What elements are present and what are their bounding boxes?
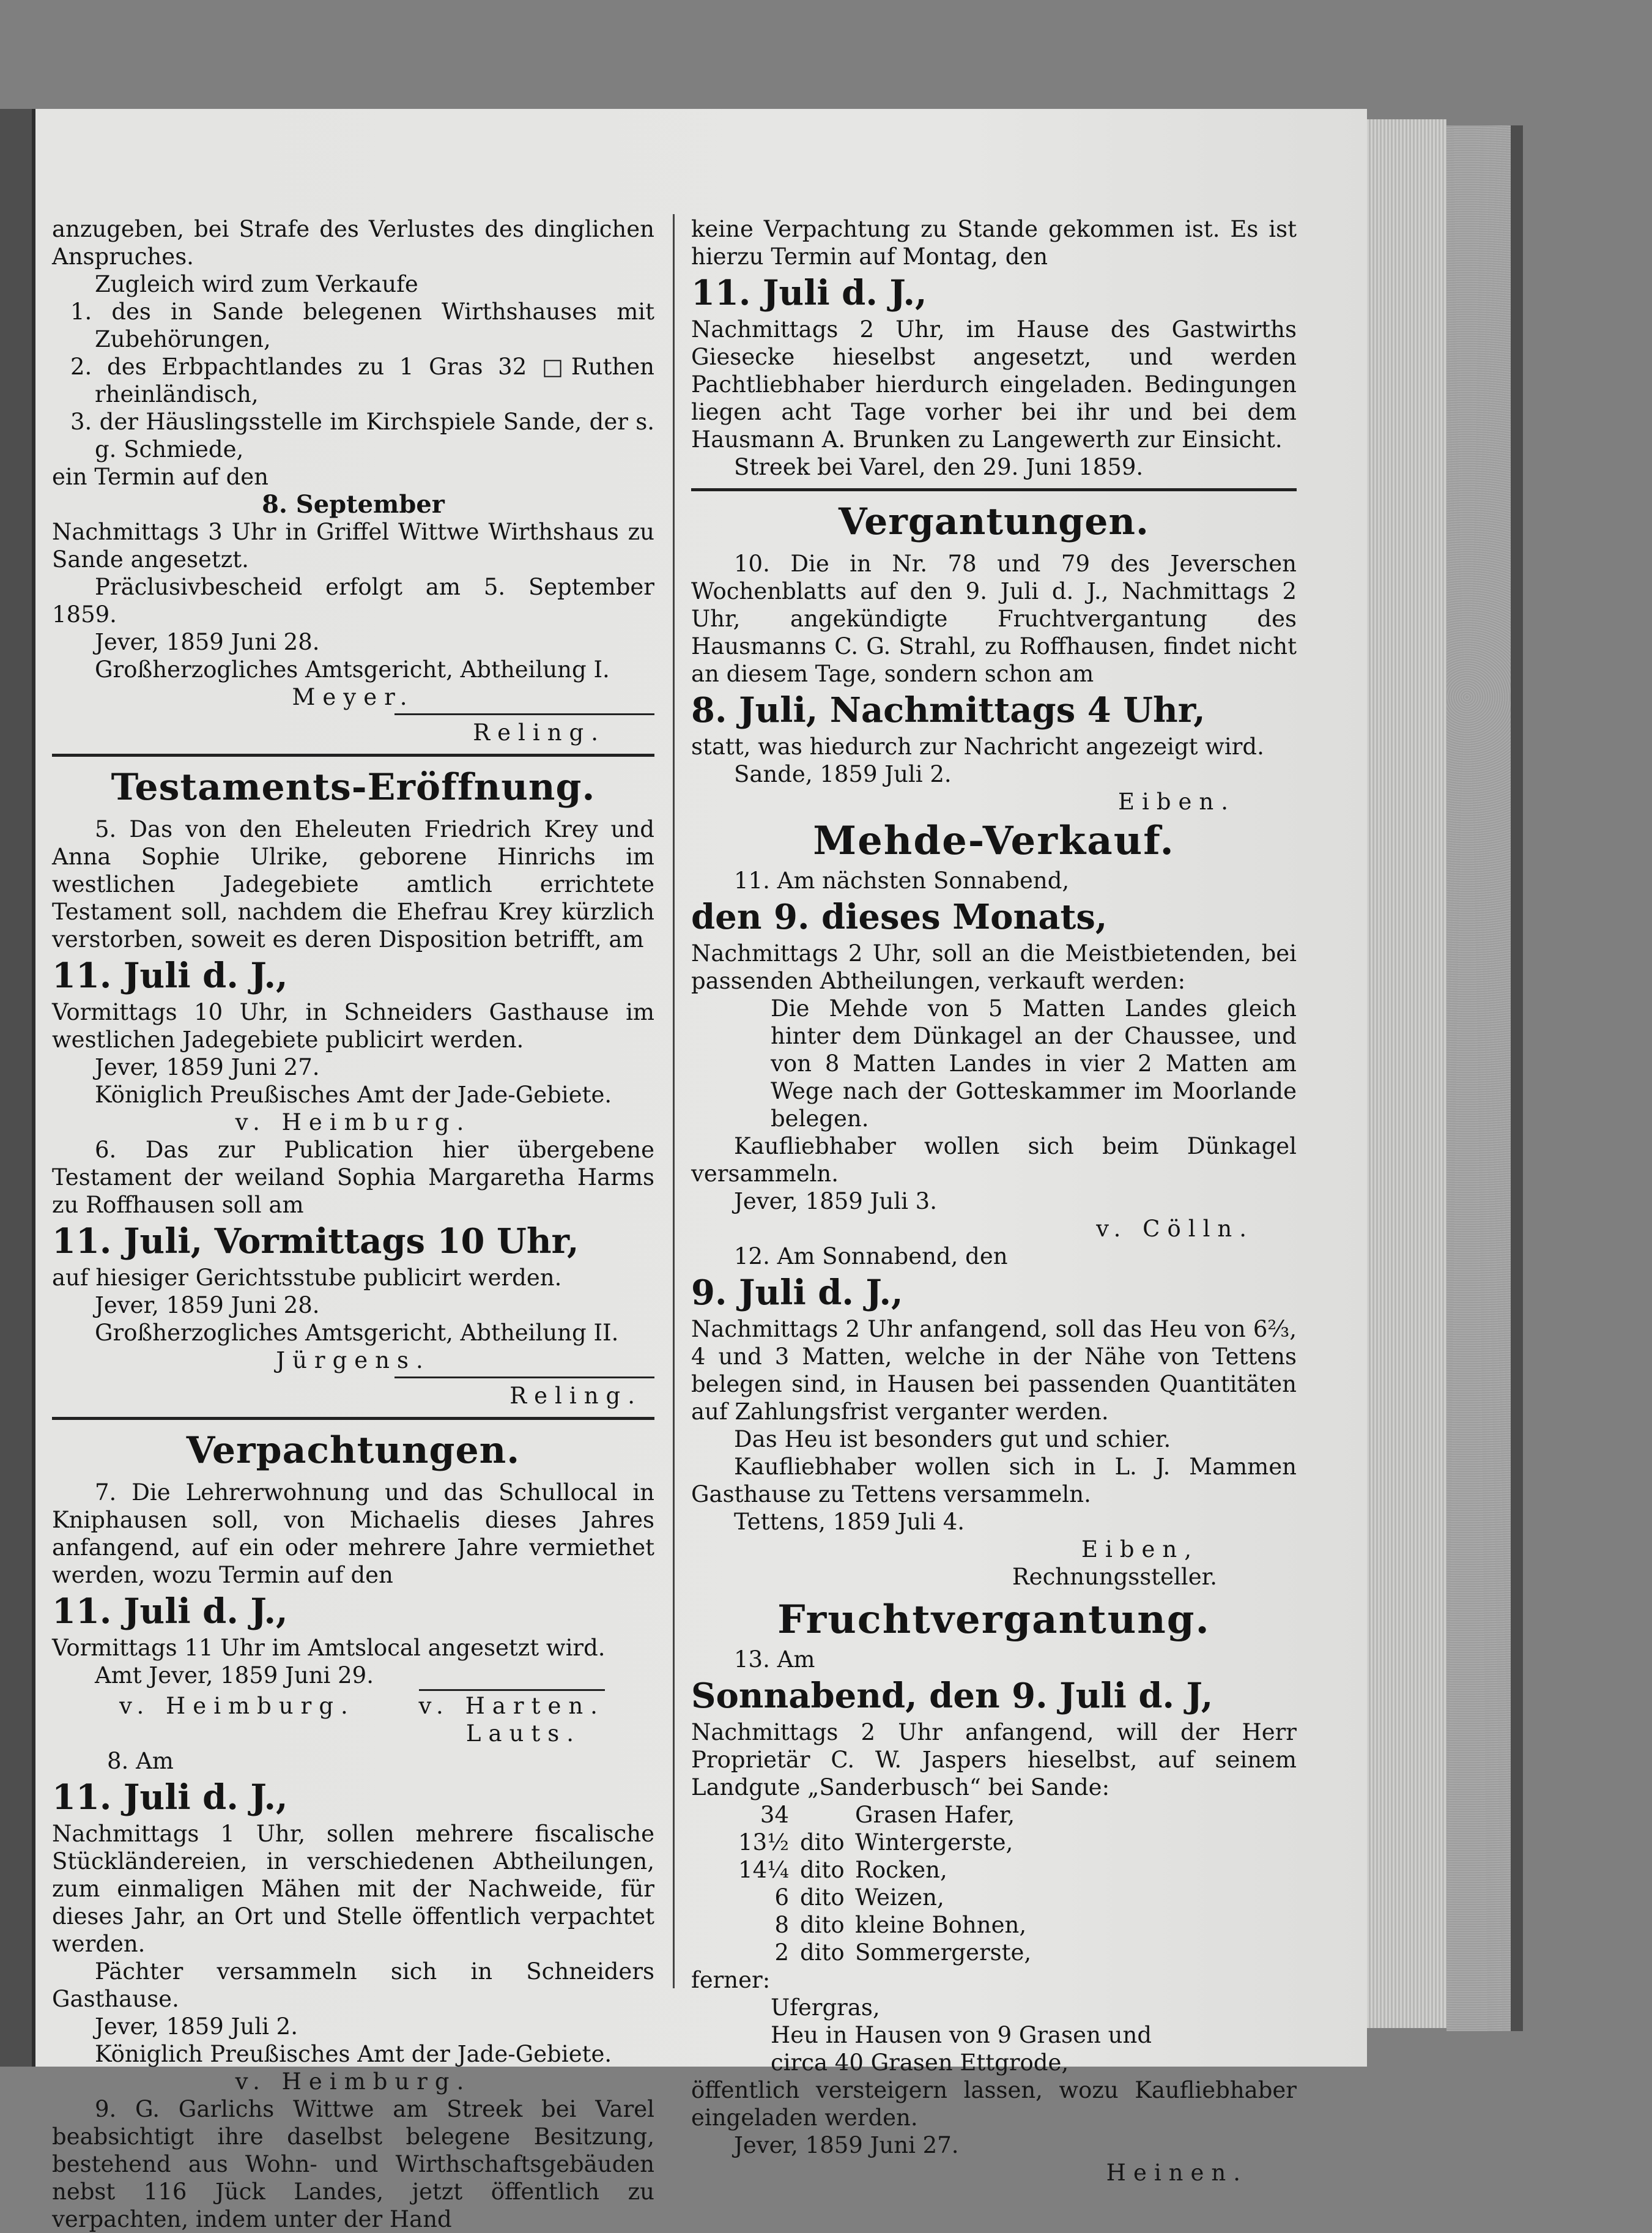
crop-qty: 34: [760, 1802, 789, 1828]
rule-short: [394, 713, 654, 715]
section-rule: [52, 1417, 654, 1420]
place-date-5: Jever, 1859 Juli 2.: [95, 2013, 298, 2040]
date-11-juli-a: 11. Juli d. J.,: [52, 956, 288, 996]
crop-dito: dito: [800, 1829, 845, 1856]
notice-7: 7. Die Lehrerwohnung und das Schullocal in Kniphausen soll, von Michaelis dieses Jahres anfangend, auf ein oder mehrere Jahre vermiethet werden, wozu Termin auf den: [52, 1479, 654, 1588]
crop-dito: dito: [800, 1857, 845, 1883]
notice-10: 10. Die in Nr. 78 und 79 des Jeverschen Wochenblatts auf den 9. Juli d. J., Nachmittags 2 Uhr, angekündigte Fruchtvergantung des Hausmanns C. G. Strahl, zu Roffhausen, findet nicht an diesem Tage, sondern schon am: [691, 551, 1297, 687]
crop-list: [691, 1801, 1297, 1966]
kaufliebhaber-1: Kaufliebhaber wollen sich beim Dünkagel versammeln.: [691, 1133, 1297, 1187]
date-11-juli-b: 11. Juli, Vormittags 10 Uhr,: [52, 1221, 579, 1261]
notice-12: 12. Am Sonnabend, den: [734, 1243, 1008, 1269]
court-3: Großherzogliches Amtsgericht, Abtheilung II.: [95, 1320, 619, 1346]
signature-rechnungssteller: Rechnungssteller.: [1012, 1564, 1217, 1590]
notice-13-end: öffentlich versteigern lassen, wozu Kaufliebhaber eingeladen werden.: [691, 2077, 1297, 2131]
sale-item-2: 2. des Erbpachtlandes zu 1 Gras 32 □Ruthen rheinländisch,: [70, 354, 654, 407]
crop-name: Sommergerste,: [855, 1939, 1032, 1966]
crop-qty: 2: [774, 1939, 789, 1966]
crop-dito: dito: [800, 1884, 845, 1911]
signature-lauts: Lauts.: [465, 1720, 581, 1747]
section-rule: [691, 488, 1297, 491]
place-date-3: Jever, 1859 Juni 28.: [95, 1292, 320, 1318]
signature-heimburg-2-text: v. Heimburg.: [119, 1693, 355, 1719]
book-spine: [1446, 125, 1515, 2031]
signature-meyer: Meyer.: [292, 684, 415, 710]
place-date-10: Jever, 1859 Juni 27.: [734, 2132, 959, 2158]
notice-11: 11. Am nächsten Sonnabend,: [734, 868, 1070, 894]
termin-text: ein Termin auf den: [52, 464, 269, 490]
gutter-shadow: [32, 109, 35, 2067]
court-1: Großherzogliches Amtsgericht, Abtheilung I.: [95, 656, 610, 683]
notice-11-after: Nachmittags 2 Uhr, soll an die Meistbietenden, bei passenden Abtheilungen, verkauft werden:: [691, 940, 1297, 994]
intro-text: anzugeben, bei Strafe des Verlustes des dinglichen Anspruches.: [52, 216, 654, 270]
place-date-4: Amt Jever, 1859 Juni 29.: [95, 1662, 374, 1689]
page-edges: [1367, 119, 1446, 2028]
date-8-juli: 8. Juli, Nachmittags 4 Uhr,: [691, 690, 1206, 730]
notice-12-after: Nachmittags 2 Uhr anfangend, soll das Heu von 6⅔, 4 und 3 Matten, welche in der Nähe von Tettens belegen sind, in Hausen bei passenden Quantitäten auf Zahlungsfrist verganter werden.: [691, 1316, 1297, 1425]
notice-5-time: Vormittags 10 Uhr, in Schneiders Gasthause im westlichen Jadegebiete publicirt werden.: [52, 999, 654, 1053]
signature-eiben-2: Eiben,: [1081, 1536, 1199, 1562]
auction-time: Nachmittags 3 Uhr in Griffel Wittwe Wirthshaus zu Sande angesetzt.: [52, 519, 654, 573]
spine-edge: [1511, 125, 1523, 2031]
notice-6-place: auf hiesiger Gerichtsstube publicirt werden.: [52, 1265, 562, 1291]
rule-short: [394, 1377, 654, 1378]
place-date-9: Tettens, 1859 Juli 4.: [734, 1509, 965, 1535]
notice-5: 5. Das von den Eheleuten Friedrich Krey und Anna Sophie Ulrike, geborene Hinrichs im westlichen Jadegebiete amtlich errichtete Testament soll, nachdem die Ehefrau Krey kürzlich verstorben, soweit es deren Disposition betrifft, am: [52, 816, 654, 953]
circa-text: circa 40 Grasen Ettgrode,: [771, 2049, 1069, 2076]
crop-row: [716, 1939, 1297, 1966]
signature-harten: v. Harten.: [419, 1689, 605, 1720]
crop-qty: 14¼: [738, 1857, 789, 1883]
signature-heimburg-3: v. Heimburg.: [235, 2068, 472, 2095]
crop-row: [716, 1911, 1297, 1939]
notice-13-intro: 13. Am: [734, 1646, 815, 1673]
heading-mehde-verkauf: Mehde-Verkauf.: [813, 818, 1175, 864]
crop-row: [716, 1801, 1297, 1829]
crop-qty: 6: [774, 1884, 789, 1911]
crop-dito: dito: [800, 1939, 845, 1966]
heading-fruchtvergantung: Fruchtvergantung.: [777, 1597, 1210, 1643]
date-sonnabend: Sonnabend, den 9. Juli d. J,: [691, 1676, 1213, 1716]
date-11-juli-e: 11. Juli d. J.,: [691, 273, 927, 313]
signature-reling-2: Reling.: [509, 1383, 642, 1409]
signature-heinen: Heinen.: [1106, 2160, 1248, 2186]
date-11-juli-d: 11. Juli d. J.,: [52, 1777, 288, 1818]
notice-13-after: Nachmittags 2 Uhr anfangend, will der Herr Proprietär C. W. Jaspers hieselbst, auf seinem Landgute „Sanderbusch“ bei Sande:: [691, 1719, 1297, 1800]
sale-item-3: 3. der Häuslingsstelle im Kirchspiele Sande, der s. g. Schmiede,: [70, 409, 654, 463]
date-9-monats: den 9. dieses Monats,: [691, 897, 1108, 937]
kaufliebhaber-2: Kaufliebhaber wollen sich in L. J. Mammen Gasthause zu Tettens versammeln.: [691, 1454, 1297, 1507]
notice-7-time: Vormittags 11 Uhr im Amtslocal angesetzt wird.: [52, 1635, 606, 1661]
notice-8: Nachmittags 1 Uhr, sollen mehrere fiscalische Stückländereien, in verschiedenen Abtheilungen, zum einmaligen Mähen mit der Nachweide, für dieses Jahr, an Ort und Stelle öffentlich verpachtet werden.: [52, 1821, 654, 1957]
ferner-text: ferner:: [691, 1967, 771, 1993]
crop-row: [716, 1856, 1297, 1884]
place-date-2: Jever, 1859 Juni 27.: [95, 1054, 320, 1080]
place-date-8: Jever, 1859 Juli 3.: [734, 1188, 937, 1214]
crop-name: Grasen Hafer,: [855, 1802, 1015, 1828]
section-rule: [52, 754, 654, 757]
sale-item-1: 1. des in Sande belegenen Wirthshauses mit Zubehörungen,: [70, 299, 654, 352]
notice-10-after: statt, was hiedurch zur Nachricht angezeigt wird.: [691, 734, 1264, 760]
crop-qty: 13½: [738, 1829, 789, 1856]
heading-testament: Testaments-Eröffnung.: [111, 766, 596, 809]
notice-6: 6. Das zur Publication hier übergebene Testament der weiland Sophia Margaretha Harms zu Roffhausen soll am: [52, 1137, 654, 1218]
signature-juergens: Jürgens.: [276, 1347, 431, 1373]
notice-9: 9. G. Garlichs Wittwe am Streek bei Varel beabsichtigt ihre daselbst belegene Besitzung, bestehend aus Wohn- und Wirthschaftsgebäuden nebst 116 Jück Landes, jetzt öffentlich zu verpachten, indem unter der Hand: [52, 2096, 654, 2232]
date-september: 8. September: [262, 490, 445, 519]
left-column: [52, 215, 654, 2233]
court-5: Königlich Preußisches Amt der Jade-Gebiete.: [95, 2041, 612, 2067]
place-date-6: Streek bei Varel, den 29. Juni 1859.: [734, 454, 1144, 480]
date-11-juli-c: 11. Juli d. J.,: [52, 1591, 288, 1632]
column-divider: [673, 214, 675, 1988]
crop-row: [716, 1829, 1297, 1856]
continuation-text: keine Verpachtung zu Stande gekommen ist. Es ist hierzu Termin auf Montag, den: [691, 216, 1297, 270]
signature-coelln: v. Cölln.: [1096, 1216, 1254, 1242]
date-9-juli-a: 9. Juli d. J.,: [691, 1273, 903, 1313]
crop-name: kleine Bohnen,: [855, 1912, 1027, 1938]
crop-dito: dito: [800, 1912, 845, 1938]
notice-8-intro: 8. Am: [107, 1748, 174, 1774]
signature-heimburg-1: v. Heimburg.: [235, 1109, 472, 1135]
place-date-1: Jever, 1859 Juni 28.: [95, 629, 320, 655]
crop-row: [716, 1884, 1297, 1911]
court-2: Königlich Preußisches Amt der Jade-Gebiete.: [95, 1082, 612, 1108]
paechter-text: Pächter versammeln sich in Schneiders Gasthause.: [52, 1958, 654, 2012]
place-date-7: Sande, 1859 Juli 2.: [734, 761, 952, 787]
crop-name: Wintergerste,: [855, 1829, 1013, 1856]
crop-name: Rocken,: [855, 1857, 947, 1883]
right-column: [691, 215, 1297, 2187]
heu-quality: Das Heu ist besonders gut und schier.: [734, 1426, 1171, 1452]
heading-vergantungen: Vergantungen.: [839, 500, 1149, 543]
mehde-description: Die Mehde von 5 Matten Landes gleich hinter dem Dünkagel an der Chaussee, und von 8 Matten Landes in vier 2 Matten am Wege nach der Gotteskammer im Moorlande belegen.: [771, 995, 1297, 1132]
crop-qty: 8: [774, 1912, 789, 1938]
heu-hausen-text: Heu in Hausen von 9 Grasen und: [771, 2022, 1152, 2048]
crop-name: Weizen,: [855, 1884, 944, 1911]
signature-reling-1: Reling.: [473, 719, 606, 746]
ufergras-text: Ufergras,: [771, 1994, 880, 2021]
continuation-text-2: Nachmittags 2 Uhr, im Hause des Gastwirths Giesecke hieselbst angesetzt, und werden Pachtliebhaber hierdurch eingeladen. Bedingungen liegen acht Tage vorher bei ihr und bei dem Hausmann A. Brunken zu Langewerth zur Einsicht.: [691, 316, 1297, 453]
praeclusiv-text: Präclusivbescheid erfolgt am 5. September 1859.: [52, 574, 654, 628]
binding-gutter: [0, 109, 32, 2067]
intro-sale: Zugleich wird zum Verkaufe: [95, 271, 418, 297]
heading-verpachtungen: Verpachtungen.: [186, 1429, 520, 1472]
signature-heimburg-2: [52, 1689, 654, 1720]
signature-eiben-1: Eiben.: [1117, 789, 1235, 815]
